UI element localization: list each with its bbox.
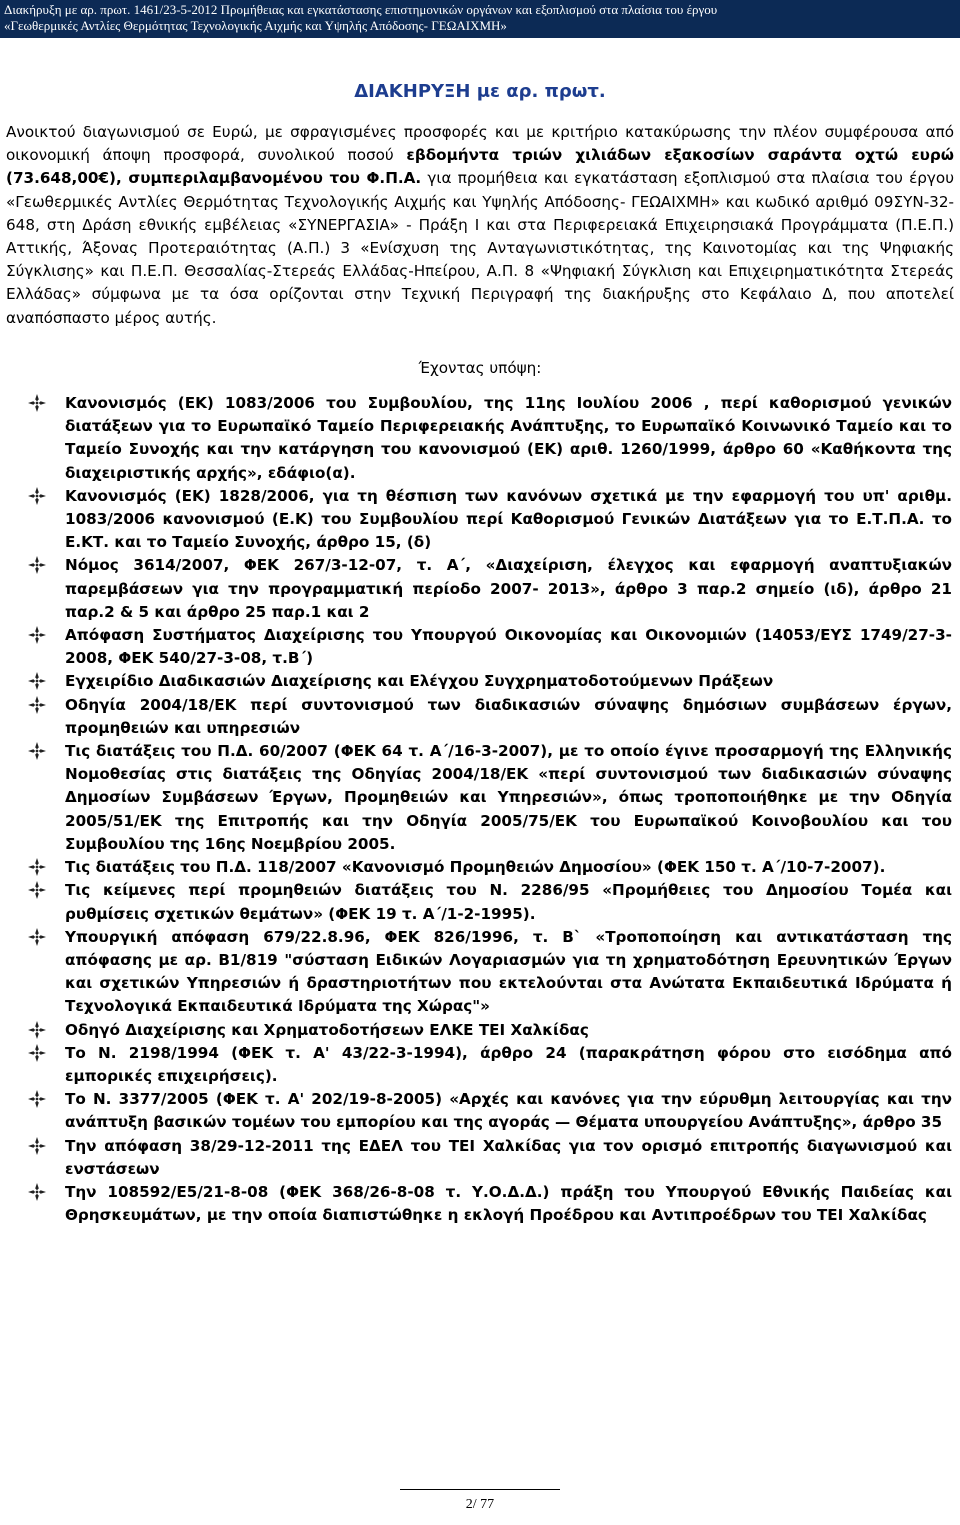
list-item bbox=[6, 1135, 954, 1181]
diamond-star-bullet-icon bbox=[28, 1044, 46, 1062]
document-title: ΔΙΑΚΗΡΥΞΗ με αρ. πρωτ. bbox=[354, 81, 606, 102]
list-item bbox=[6, 1042, 954, 1088]
list-item bbox=[6, 1088, 954, 1134]
diamond-star-bullet-icon bbox=[28, 696, 46, 714]
list-item bbox=[6, 670, 954, 693]
list-item-text: Την 108592/Ε5/21-8-08 (ΦΕΚ 368/26-8-08 τ. Υ.Ο.Δ.Δ.) πράξη του Υπουργού Εθνικής Παιδείας και Θρησκευμάτων, με την οποία διαπιστώθηκε η εκλογή Προέδρου και Αντιπροέδρων του ΤΕΙ Χαλκίδας bbox=[65, 1182, 952, 1225]
list-item-text: Το Ν. 2198/1994 (ΦΕΚ τ. Α' 43/22-3-1994), άρθρο 24 (παρακράτηση φόρου στο εισόδημα από εμπορικές επιχειρήσεις). bbox=[65, 1043, 952, 1085]
diamond-star-bullet-icon bbox=[28, 742, 46, 760]
list-item bbox=[6, 485, 954, 555]
diamond-star-bullet-icon bbox=[28, 1137, 46, 1155]
document-header bbox=[0, 0, 960, 38]
list-item-text: Τις διατάξεις του Π.Δ. 118/2007 «Κανονισμό Προμηθειών Δημοσίου» (ΦΕΚ 150 τ. Α΄/10-7-2007). bbox=[65, 858, 886, 877]
list-item bbox=[6, 856, 954, 879]
diamond-star-bullet-icon bbox=[28, 556, 46, 574]
list-item bbox=[6, 694, 954, 740]
intro-text-1: Ανοικτού διαγωνισμού σε Ευρώ, με σφραγισμένες προσφορές και με κριτήριο κατακύρωσης την πλέον συμφέρουσα από οικονομική άποψη προσφορά, συνολικού ποσού bbox=[6, 123, 954, 165]
diamond-star-bullet-icon bbox=[28, 1090, 46, 1108]
list-item-text: Οδηγό Διαχείρισης και Χρηματοδοτήσεων ΕΛΚΕ ΤΕΙ Χαλκίδας bbox=[65, 1020, 589, 1039]
diamond-star-bullet-icon bbox=[28, 928, 46, 946]
list-item bbox=[6, 554, 954, 624]
diamond-star-bullet-icon bbox=[28, 881, 46, 899]
list-item-text: Το Ν. 3377/2005 (ΦΕΚ τ. Α' 202/19-8-2005) «Αρχές και κανόνες για την εύρυθμη λειτουργίας και την ανάπτυξη βασικών τομέων του εμπορίου και της αγοράς — Θέματα υπουργείου Ανάπτυξης», άρθρο 35 bbox=[65, 1090, 952, 1132]
list-item-text: Υπουργική απόφαση 679/22.8.96, ΦΕΚ 826/1996, τ. Β` «Τροποποίηση και αντικατάσταση της απόφασης με αρ. Β1/819 "σύσταση Ειδικών Λογαριασμών για τη χρηματοδότηση Ερευνητικών Έργων και σχετικών Υπηρεσιών ή δραστηριοτήτων που εκτελούνται στα Ανώτατα Εκπαιδευτικά Ιδρύματα ή Τεχνολογικά Εκπαιδευτικά Ιδρύματα της Χώρας"» bbox=[65, 927, 952, 1016]
list-item bbox=[6, 926, 954, 1019]
intro-paragraph bbox=[6, 121, 954, 330]
list-item-text: Οδηγία 2004/18/ΕΚ περί συντονισμού των διαδικασιών σύναψης δημόσιων συμβάσεων έργων, προμηθειών και υπηρεσιών bbox=[65, 695, 952, 737]
list-item bbox=[6, 392, 954, 485]
diamond-star-bullet-icon bbox=[28, 487, 46, 505]
list-item-text: Τις διατάξεις του Π.Δ. 60/2007 (ΦΕΚ 64 τ. Α΄/16-3-2007), με το οποίο έγινε προσαρμογή της Ελληνικής Νομοθεσίας στις διατάξεις της Οδηγίας 2004/18/ΕΚ «περί συντονισμού των διαδικασιών σύναψης Δημοσίων Συμβάσεων Έργων, Προμηθειών και Υπηρεσιών», όπως τροποποιήθηκε με την Οδηγία 2005/51/ΕΚ της Επιτροπής και την Οδηγία 2005/75/ΕΚ του Ευρωπαϊκού Κοινοβουλίου και του Συμβουλίου της 16ης Νοεμβρίου 2005. bbox=[65, 742, 952, 853]
intro-amount: εβδομήντα τριών χιλιάδων εξακοσίων σαράντα οχτώ ευρώ (73.648,00€), συμπεριλαμβανομένου του Φ.Π.Α. bbox=[6, 146, 954, 188]
diamond-star-bullet-icon bbox=[28, 1183, 46, 1201]
diamond-star-bullet-icon bbox=[28, 626, 46, 644]
diamond-star-bullet-icon bbox=[28, 672, 46, 690]
page-number: 2/ 77 bbox=[465, 1497, 495, 1512]
header-line-1: Διακήρυξη με αρ. πρωτ. 1461/23-5-2012 Προμήθειας και εγκατάστασης επιστημονικών οργάνων και εξοπλισμού στα πλαίσια του έργου bbox=[4, 2, 718, 17]
intro-text-2: για προμήθεια και εγκατάσταση εξοπλισμού στα πλαίσια του έργου «Γεωθερμικές Αντλίες Θερμότητας Τεχνολογικής Αιχμής και Υψηλής Απόδοσης- ΓΕΩΑΙΧΜΗ» και κωδικό αριθμό 09ΣΥΝ-32-648, στη Δράση εθνικής εμβέλειας «ΣΥΝΕΡΓΑΣΙΑ» - Πράξη Ι και στα Περιφερειακά Επιχειρησιακά Προγράμματα (Π.Ε.Π.) Αττικής, Άξονας Προτεραιότητας (Α.Π.) 3 «Ενίσχυση της Ανταγωνιστικότητας, της Καινοτομίας και της Ψηφιακής Σύγκλισης» και Π.Ε.Π. Θεσσαλίας-Στερεάς Ελλάδας-Ηπείρου, Α.Π. 8 «Ψηφιακή Σύγκλιση και Επιχειρηματικότητα Στερεάς Ελλάδας» σύμφωνα με τα όσα ορίζονται στην Τεχνική Περιγραφή της διακήρυξης στο Κεφάλαιο Δ, που αποτελεί αναπόσπαστο μέρος αυτής. bbox=[6, 169, 954, 327]
list-item-text: Εγχειρίδιο Διαδικασιών Διαχείρισης και Ελέγχου Συγχρηματοδοτούμενων Πράξεων bbox=[65, 672, 774, 691]
diamond-star-bullet-icon bbox=[28, 394, 46, 412]
list-item-text: Κανονισμός (ΕΚ) 1828/2006, για τη θέσπιση των κανόνων σχετικά με την εφαρμογή του υπ' αριθμ. 1083/2006 κανονισμού (Ε.Κ) του Συμβουλίου περί Καθορισμού Γενικών Διατάξεων για το Ε.Τ.Π.Α. το Ε.ΚΤ. και το Ταμείο Συνοχής, άρθρο 15, (δ) bbox=[65, 486, 952, 552]
list-item-text: Κανονισμός (ΕΚ) 1083/2006 του Συμβουλίου, της 11ης Ιουλίου 2006 , περί καθορισμού γενικών διατάξεων για το Ευρωπαϊκό Ταμείο Περιφερειακής Ανάπτυξης, το Ευρωπαϊκό Κοινωνικό Ταμείο και το Ταμείο Συνοχής και την κατάργηση του κανονισμού (ΕΚ) αριθ. 1260/1999, άρθρο 60 «Καθήκοντα της διαχειριστικής αρχής», εδάφιο(α). bbox=[65, 394, 952, 482]
list-item-text: Τις κείμενες περί προμηθειών διατάξεις του Ν. 2286/95 «Προμήθειες του Δημοσίου Τομέα και ρυθμίσεις σχετικών θεμάτων» (ΦΕΚ 19 τ. Α΄/1-2-1995). bbox=[65, 881, 952, 923]
list-item-text: Την απόφαση 38/29-12-2011 της ΕΔΕΛ του ΤΕΙ Χαλκίδας για τον ορισμό επιτροπής διαγωνισμού και ενστάσεων bbox=[65, 1136, 952, 1178]
document-body bbox=[6, 121, 954, 1227]
legal-basis-list bbox=[6, 392, 954, 1227]
header-line-2: «Γεωθερμικές Αντλίες Θερμότητας Τεχνολογικής Αιχμής και Υψηλής Απόδοσης- ΓΕΩΑΙΧΜΗ» bbox=[4, 18, 507, 33]
list-item-text: Νόμος 3614/2007, ΦΕΚ 267/3-12-07, τ. Α΄, «Διαχείριση, έλεγχος και εφαρμογή αναπτυξιακών παρεμβάσεων για την προγραμματική περίοδο 2007- 2013», άρθρο 3 παρ.2 σημείο (ιδ), άρθρο 21 παρ.2 & 5 και άρθρο 25 παρ.1 και 2 bbox=[65, 556, 952, 621]
list-item bbox=[6, 1019, 954, 1042]
list-item bbox=[6, 879, 954, 925]
footer-divider bbox=[400, 1489, 560, 1490]
diamond-star-bullet-icon bbox=[28, 858, 46, 876]
diamond-star-bullet-icon bbox=[28, 1021, 46, 1039]
list-item bbox=[6, 624, 954, 670]
considering-heading: Έχοντας υπόψη: bbox=[418, 358, 542, 377]
list-item bbox=[6, 1181, 954, 1227]
list-item bbox=[6, 740, 954, 856]
list-item-text: Απόφαση Συστήματος Διαχείρισης του Υπουργού Οικονομίας και Οικονομιών (14053/ΕΥΣ 1749/27-3-2008, ΦΕΚ 540/27-3-08, τ.Β΄) bbox=[65, 626, 952, 668]
